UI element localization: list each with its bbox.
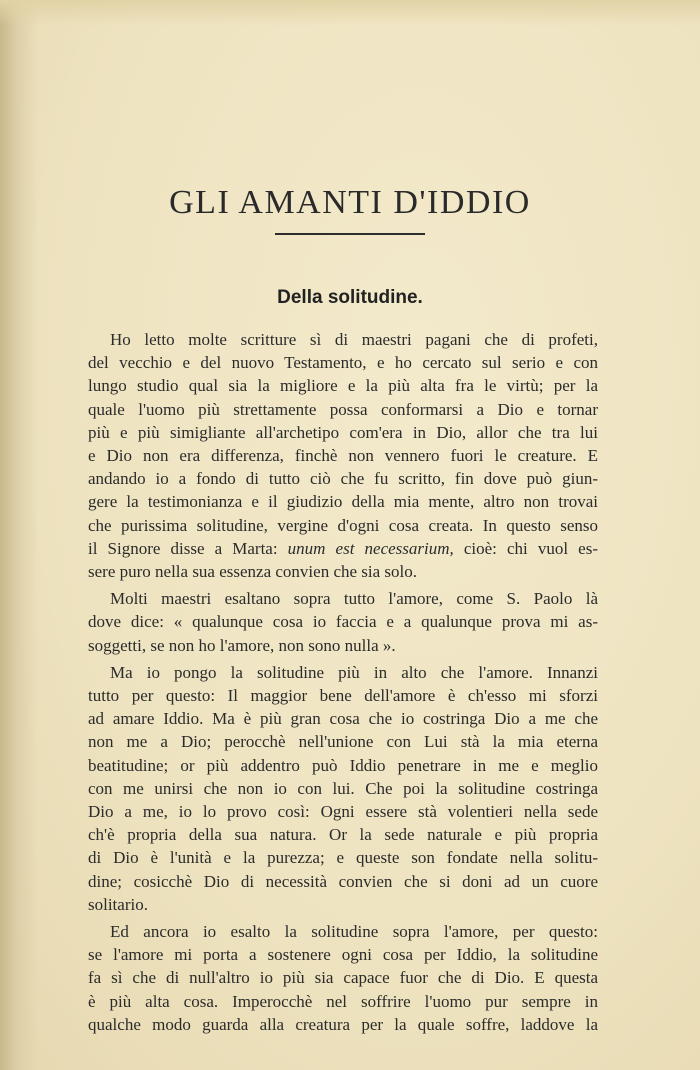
text-line: se l'amore mi porta a sostenere ogni cosa per Iddio, la solitudine (88, 945, 598, 965)
text-line: qualche modo guarda alla creatura per la quale soffre, laddove la (88, 1014, 598, 1034)
section-title: Della solitudine. (277, 287, 423, 308)
text-line: dine; cosicchè Dio di necessità convien che si doni ad un cuore (88, 871, 598, 891)
binding-gutter-shadow (0, 0, 38, 1070)
text-line: Ed ancora io esalto la solitudine sopra l'amore, per questo: (110, 922, 598, 942)
text-line: ad amare Iddio. Ma è più gran cosa che io costringa Dio a me che (88, 709, 598, 729)
latin-quotation: unum est necessarium, (287, 538, 454, 558)
paragraph-2 (88, 587, 598, 657)
text-line: del vecchio e del nuovo Testamento, e ho cercato sul serio e con (88, 353, 598, 373)
text-segment: cioè: chi vuol es- (453, 538, 598, 558)
text-line: non me a Dio; perocchè nell'unione con Lui stà la mia eterna (88, 732, 598, 752)
text-line: gere la testimonianza e il giudizio della mia mente, altro non trovai (88, 492, 598, 512)
text-line: è più alta cosa. Imperocchè nel soffrire l'uomo pur sempre in (88, 991, 598, 1011)
text-line: Ma io pongo la solitudine più in alto che l'amore. Innanzi (110, 662, 598, 682)
text-line: più e più simigliante all'archetipo com'era in Dio, allor che tra lui (88, 422, 598, 442)
text-line: dove dice: « qualunque cosa io faccia e a qualunque prova mi as- (88, 612, 598, 632)
text-line: Ho letto molte scritture sì di maestri pagani che di profeti, (110, 330, 598, 349)
chapter-title: GLI AMANTI D'IDDIO (169, 184, 531, 221)
paragraph-4 (88, 920, 598, 1036)
page-top-edge (0, 0, 700, 26)
text-line: di Dio è l'unità e la purezza; e queste son fondate nella solitu- (88, 848, 598, 868)
text-line: quale l'uomo più strettamente possa conformarsi a Dio e tornar (88, 399, 598, 419)
text-line: ch'è propria della sua natura. Or la sede naturale e più propria (88, 825, 598, 845)
text-line: fa sì che di null'altro io più sia capace fuor che di Dio. E questa (88, 968, 598, 988)
text-line: sere puro nella sua essenza convien che sia solo. (88, 562, 418, 582)
text-line: andando io a fondo di tutto ciò che fu scritto, fin dove può giun- (88, 469, 598, 489)
body-text (88, 328, 598, 1036)
text-line: lungo studio qual sia la migliore e la più alta fra le virtù; per la (88, 376, 598, 396)
text-line: Molti maestri esaltano sopra tutto l'amore, come S. Paolo là (110, 589, 598, 609)
text-line-with-italic (88, 537, 598, 560)
paragraph-1 (88, 328, 598, 583)
text-line: che purissima solitudine, vergine d'ogni cosa creata. In questo senso (88, 515, 598, 535)
text-line: con me unirsi che non io con lui. Che poi la solitudine costringa (88, 778, 598, 798)
text-line: e Dio non era differenza, finchè non vennero fuori le creature. E (88, 446, 598, 466)
title-underline-rule (275, 233, 425, 235)
text-line: Dio a me, io lo provo così: Ogni essere stà volentieri nella sede (88, 802, 598, 822)
text-line: solitario. (88, 894, 148, 914)
text-line: tutto per questo: Il maggior bene dell'amore è ch'esso mi sforzi (88, 686, 598, 706)
text-line: soggetti, se non ho l'amore, non sono nulla ». (88, 635, 396, 655)
paragraph-3 (88, 661, 598, 916)
text-segment: il Signore disse a Marta: (88, 538, 288, 558)
text-line: beatitudine; or più addentro può Iddio penetrare in me e meglio (88, 755, 598, 775)
